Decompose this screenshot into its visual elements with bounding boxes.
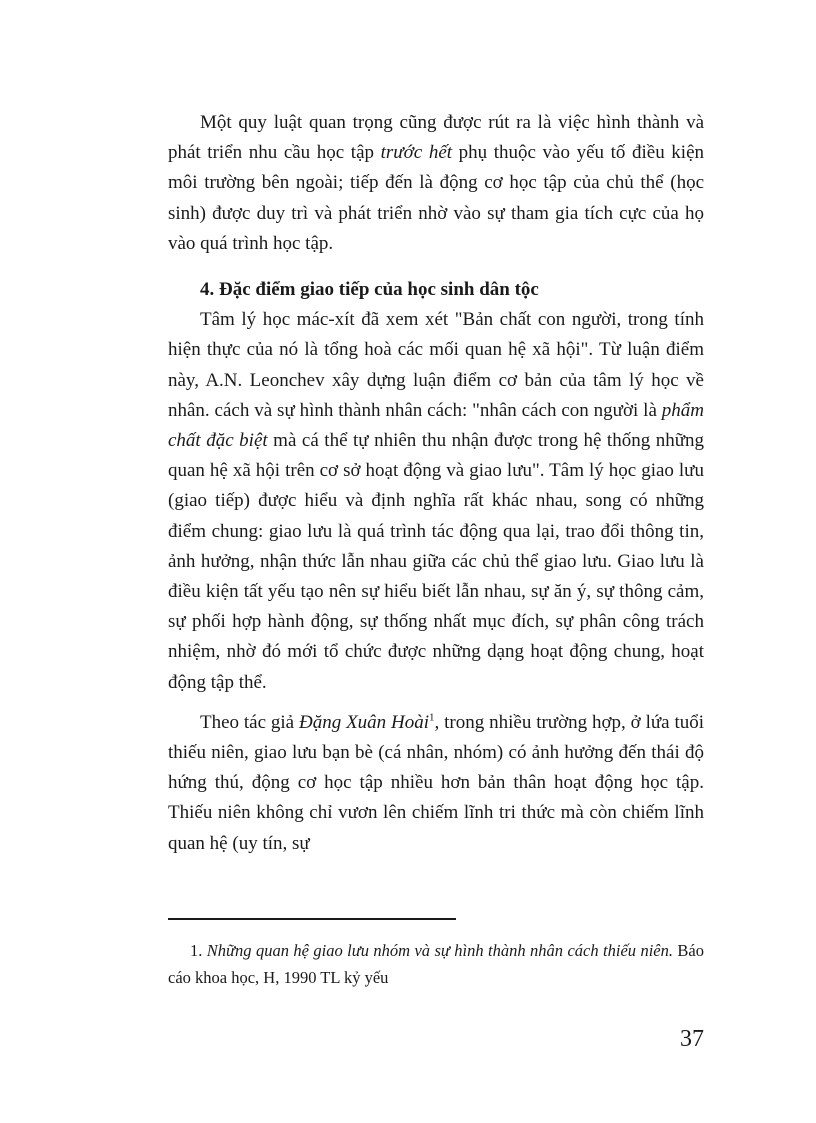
- paragraph-1-text-a: Một quy luật quan trọng cũng được rút ra là việc hình thành và phát triển nhu cầu học tập: [168, 112, 704, 164]
- footnote-title: Những quan hệ giao lưu nhóm và sự hình thành nhân cách thiếu niên.: [206, 941, 673, 960]
- paragraph-3: [168, 708, 704, 859]
- paragraph-3-comma: ,: [434, 711, 440, 733]
- page-number: 37: [680, 1026, 704, 1052]
- paragraph-2-emphasis: phẩm chất đặc biệt: [168, 399, 704, 452]
- paragraph-1-emphasis: trước hết: [380, 142, 453, 164]
- paragraph-2: [168, 305, 704, 698]
- footnote-source: Báo cáo khoa học, H, 1990 TL kỷ yếu: [168, 941, 705, 987]
- footnote-number: 1.: [190, 941, 203, 960]
- paragraph-3-text-a: Theo tác giả: [200, 711, 299, 733]
- footnote-divider: [168, 918, 456, 920]
- paragraph-3-text-b: trong nhiều trường hợp, ở lứa tuổi thiếu niên, giao lưu bạn bè (cá nhân, nhóm) có ảnh hưởng đến thái độ hứng thú, động cơ học tập nhiều hơn bản thân hoạt động học tập. Thiếu niên không chỉ vươn lên chiếm lĩnh tri thức mà còn chiếm lĩnh quan hệ (uy tín, sự: [168, 711, 705, 854]
- paragraph-1: [168, 108, 704, 259]
- footnote: [168, 937, 704, 991]
- author-name: Đặng Xuân Hoài: [298, 711, 430, 733]
- paragraph-2-text-b: mà cá thể tự nhiên thu nhận được trong hệ thống những quan hệ xã hội trên cơ sở hoạt động và giao lưu". Tâm lý học giao lưu (giao tiếp) được hiểu và định nghĩa rất khác nhau, song có những điểm chung: giao lưu là quá trình tác động qua lại, trao đổi thông tin, ảnh hưởng, nhận thức lẫn nhau giữa các chủ thể giao lưu. Giao lưu là điều kiện tất yếu tạo nên sự hiểu biết lẫn nhau, sự ăn ý, sự thông cảm, sự phối hợp hành động, sự thống nhất mục đích, sự phân công trách nhiệm, nhờ đó mới tổ chức được những dạng hoạt động chung, hoạt động tập thể.: [168, 430, 705, 693]
- footnote-reference: 1: [429, 711, 435, 724]
- paragraph-1-text-b: phụ thuộc vào yếu tố điều kiện môi trường bên ngoài; tiếp đến là động cơ học tập của chủ thể (học sinh) được duy trì và phát triển nhờ vào sự tham gia tích cực của họ vào quá trình học tập.: [168, 142, 704, 254]
- paragraph-2-text-a: Tâm lý học mác-xít đã xem xét "Bản chất con người, trong tính hiện thực của nó là tổng hoà các mối quan hệ xã hội". Từ luận điểm này, A.N. Leonchev xây dựng luận điểm cơ bản của tâm lý học về nhân. cách và sự hình thành nhân cách: "nhân cách con người là: [168, 309, 704, 421]
- section-heading: 4. Đặc điểm giao tiếp của học sinh dân tộc: [200, 279, 539, 301]
- body-text: [168, 108, 704, 859]
